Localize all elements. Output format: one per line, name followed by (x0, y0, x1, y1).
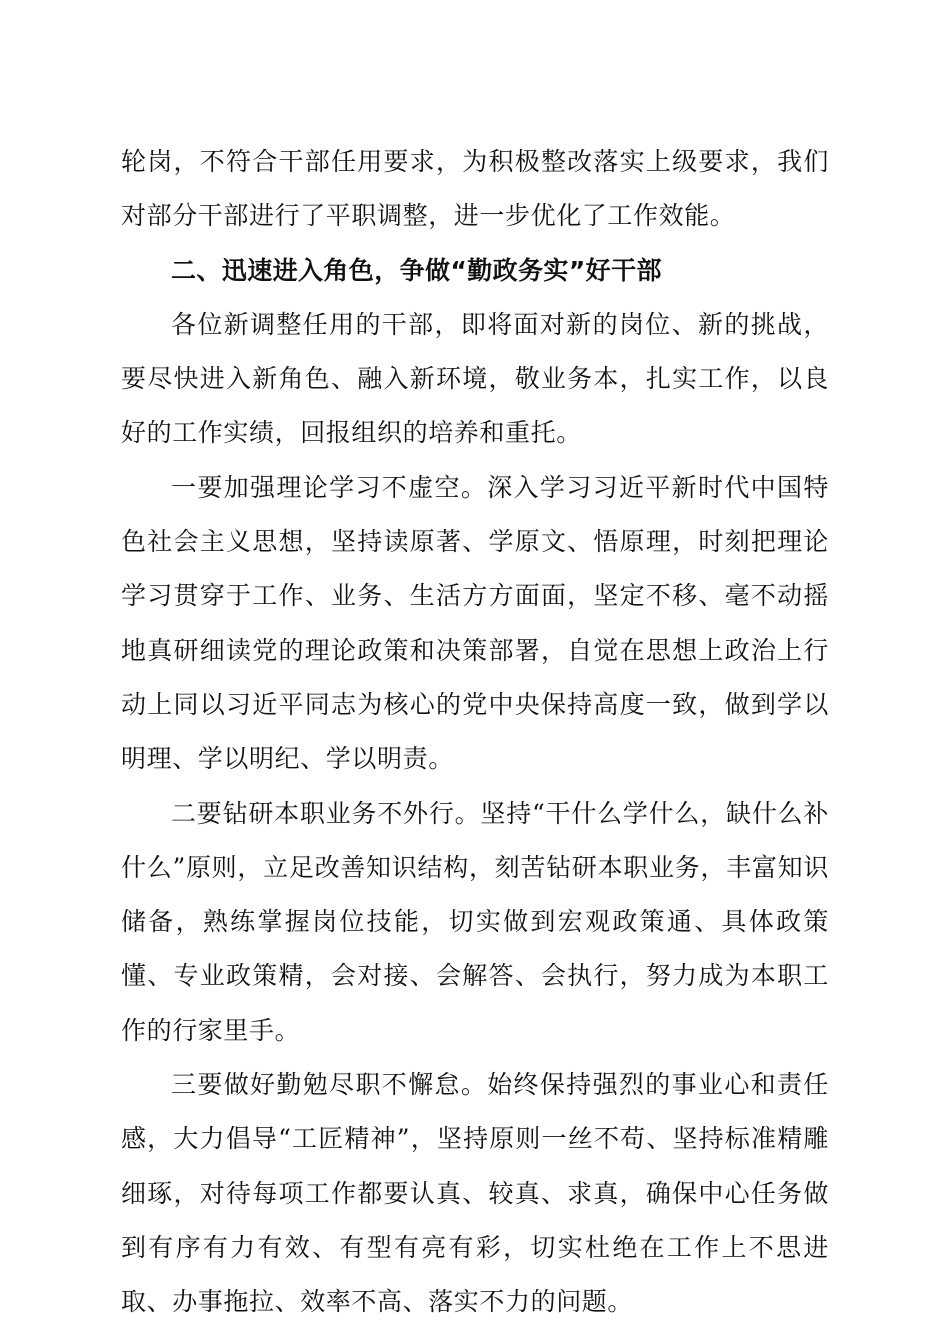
paragraph-point-two: 二要钻研本职业务不外行。坚持“干什么学什么，缺什么补什么”原则，立足改善知识结构，刻苦钻研本职业务，丰富知识储备，熟练掌握岗位技能，切实做到宏观政策通、具体政策懂、专业政策精，会对接、会解答、会执行，努力成为本职工作的行家里手。 (121, 798, 829, 1045)
paragraph-continuation: 轮岗，不符合干部任用要求，为积极整改落实上级要求，我们对部分干部进行了平职调整，进一步优化了工作效能。 (121, 147, 829, 231)
paragraph-intro: 各位新调整任用的干部，即将面对新的岗位、新的挑战，要尽快进入新角色、融入新环境，敬业务本，扎实工作，以良好的工作实绩，回报组织的培养和重托。 (121, 309, 829, 448)
section-heading: 二、迅速进入角色，争做“勤政务实”好干部 (171, 255, 662, 285)
paragraph-point-three: 三要做好勤勉尽职不懈怠。始终保持强烈的事业心和责任感，大力倡导“工匠精神”，坚持原则一丝不苟、坚持标准精雕细琢，对待每项工作都要认真、较真、求真，确保中心任务做到有序有力有效、有型有亮有彩，切实杜绝在工作上不思进取、办事拖拉、效率不高、落实不力的问题。 (121, 1070, 829, 1317)
paragraph-point-one: 一要加强理论学习不虚空。深入学习习近平新时代中国特色社会主义思想，坚持读原著、学原文、悟原理，时刻把理论学习贯穿于工作、业务、生活方方面面，坚定不移、毫不动摇地真研细读党的理论政策和决策部署，自觉在思想上政治上行动上同以习近平同志为核心的党中央保持高度一致，做到学以明理、学以明纪、学以明责。 (121, 472, 829, 774)
document-body (121, 135, 829, 1330)
